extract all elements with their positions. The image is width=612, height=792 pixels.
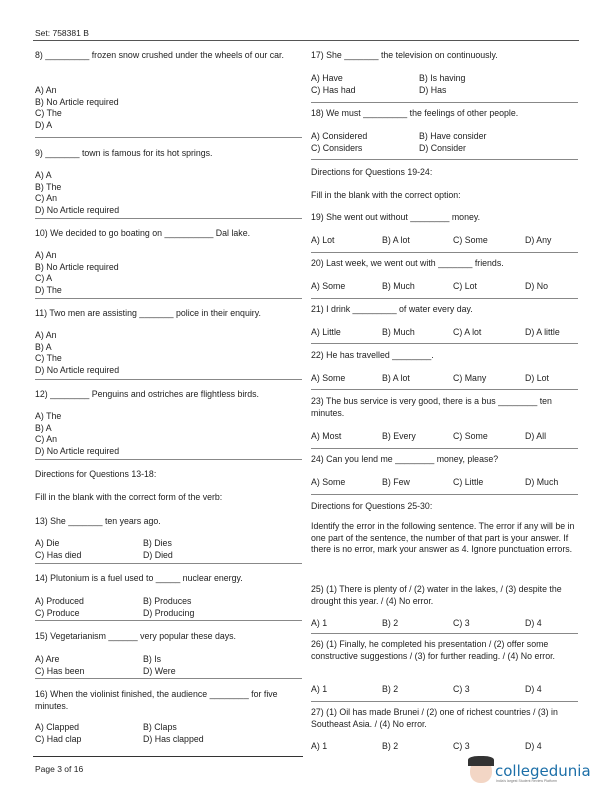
- answer-option: A) Clapped: [35, 722, 80, 732]
- answer-option: A) An: [35, 85, 57, 95]
- answer-options: [311, 431, 581, 443]
- answer-option: A) Lot: [311, 235, 335, 245]
- question-divider: [311, 701, 578, 702]
- answer-option: C) Has had: [311, 84, 356, 95]
- question-divider: [35, 459, 302, 460]
- answer-option: D) Has clapped: [143, 733, 204, 744]
- answer-option: B) No Article required: [35, 261, 119, 272]
- question-text: 13) She _______ ten years ago.: [35, 516, 161, 526]
- answer-option: D) 4: [525, 684, 542, 694]
- answer-option: D) All: [525, 431, 547, 441]
- answer-option: C) Lot: [453, 281, 477, 291]
- answer-option: D) No Article required: [35, 364, 120, 375]
- answer-options: [35, 538, 305, 561]
- answer-option: C) Has died: [35, 549, 82, 560]
- answer-options: [311, 373, 581, 385]
- answer-option: D) 4: [525, 618, 542, 628]
- answer-option: C) The: [35, 353, 62, 363]
- answer-options: [35, 170, 305, 216]
- answer-option: D) No Article required: [35, 445, 120, 456]
- question-text: 17) She _______ the television on continuously.: [311, 50, 498, 60]
- answer-option: A) Most: [311, 431, 342, 441]
- logo-text: collegedunia: [495, 762, 591, 780]
- answer-options: [35, 654, 305, 677]
- answer-option: D) No Article required: [35, 204, 120, 215]
- directions-text: Directions for Questions 25-30:: [311, 501, 433, 511]
- answer-option: A) 1: [311, 618, 328, 628]
- answer-options: [35, 85, 305, 131]
- answer-options: [35, 411, 305, 457]
- question-text: 27) (1) Oil has made Brunei / (2) one of richest countries / (3) in Southeast Asia. / (4) No error.: [311, 707, 558, 729]
- question-divider: [35, 218, 302, 219]
- answer-option: B) No Article required: [35, 96, 119, 107]
- collegedunia-logo: [470, 759, 591, 783]
- answer-option: C) An: [35, 434, 58, 444]
- answer-option: B) Have consider: [419, 131, 487, 141]
- answer-option: B) Is: [143, 654, 162, 664]
- answer-options: [311, 235, 581, 247]
- answer-option: C) 3: [453, 618, 470, 628]
- directions-text: Directions for Questions 19-24:: [311, 167, 433, 177]
- answer-option: B) 2: [382, 684, 399, 694]
- answer-option: A) The: [35, 411, 62, 421]
- answer-option: B) Few: [382, 477, 410, 487]
- answer-option: B) A: [35, 422, 52, 433]
- answer-option: D) Died: [143, 549, 173, 560]
- answer-option: A) 1: [311, 684, 328, 694]
- answer-option: A) Produced: [35, 596, 84, 606]
- answer-option: B) Dies: [143, 538, 172, 548]
- answer-option: B) Claps: [143, 722, 177, 732]
- question-text: 19) She went out without ________ money.: [311, 212, 481, 222]
- page-number: Page 3 of 16: [35, 764, 84, 774]
- question-text: 25) (1) There is plenty of / (2) water in the lakes, / (3) despite the drought this year. / (4) No error.: [311, 584, 562, 606]
- answer-options: [311, 684, 581, 696]
- answer-option: D) Has: [419, 84, 447, 95]
- question-divider: [35, 563, 302, 564]
- set-number: Set: 758381 B: [35, 28, 89, 38]
- answer-option: C) 3: [453, 684, 470, 694]
- question-text: 21) I drink _________ of water every day.: [311, 304, 473, 314]
- directions-text: Directions for Questions 13-18:: [35, 469, 157, 479]
- answer-option: C) The: [35, 108, 62, 118]
- question-divider: [311, 494, 578, 495]
- question-divider: [35, 678, 302, 679]
- directions-text: Fill in the blank with the correct form of the verb:: [35, 492, 223, 502]
- answer-option: A) An: [35, 250, 57, 260]
- answer-options: [311, 131, 581, 154]
- answer-option: C) Had clap: [35, 733, 82, 744]
- question-divider: [35, 298, 302, 299]
- answer-option: B) Is having: [419, 73, 466, 83]
- directions-text: Identify the error in the following sentence. The error if any will be in one part of the sentence, the number of that part is your answer. If there is no error, mark your answer as 4. Ignore punctuation errors.: [311, 521, 575, 554]
- answer-option: A) Little: [311, 327, 341, 337]
- question-text: 18) We must _________ the feelings of other people.: [311, 108, 519, 118]
- answer-option: D) Any: [525, 235, 552, 245]
- answer-options: [311, 73, 581, 96]
- question-divider: [311, 389, 578, 390]
- question-text: 8) _________ frozen snow crushed under the wheels of our car.: [35, 50, 284, 60]
- question-text: 24) Can you lend me ________ money, please?: [311, 454, 499, 464]
- answer-option: D) A: [35, 119, 53, 130]
- answer-options: [311, 618, 581, 630]
- answer-option: B) The: [35, 181, 62, 192]
- answer-option: A) Die: [35, 538, 60, 548]
- answer-option: D) Were: [143, 665, 176, 676]
- answer-option: B) Produces: [143, 596, 192, 606]
- answer-options: [35, 330, 305, 376]
- answer-option: C) Produce: [35, 607, 80, 618]
- answer-options: [35, 596, 305, 619]
- answer-option: A) Some: [311, 281, 346, 291]
- answer-option: A) Considered: [311, 131, 368, 141]
- answer-option: C) An: [35, 193, 58, 203]
- answer-option: D) Much: [525, 477, 559, 487]
- question-text: 9) _______ town is famous for its hot springs.: [35, 148, 213, 158]
- answer-options: [35, 722, 305, 745]
- answer-option: D) The: [35, 284, 62, 295]
- answer-options: [311, 477, 581, 489]
- question-text: 16) When the violinist finished, the audience ________ for five minutes.: [35, 689, 278, 711]
- answer-option: C) Some: [453, 235, 488, 245]
- question-divider: [311, 448, 578, 449]
- question-text: 20) Last week, we went out with _______ friends.: [311, 258, 504, 268]
- question-text: 23) The bus service is very good, there is a bus ________ ten minutes.: [311, 396, 552, 418]
- question-text: 26) (1) Finally, he completed his presentation / (2) offer some constructive suggestions / (3) for further reading. / (4) No error.: [311, 639, 555, 661]
- answer-option: C) Little: [453, 477, 484, 487]
- answer-option: C) A lot: [453, 327, 482, 337]
- footer-divider: [33, 756, 303, 757]
- answer-option: B) A lot: [382, 373, 410, 383]
- answer-option: A) An: [35, 330, 57, 340]
- answer-option: A) Have: [311, 73, 343, 83]
- question-text: 10) We decided to go boating on __________ Dal lake.: [35, 228, 251, 238]
- question-divider: [311, 102, 578, 103]
- answer-option: B) Every: [382, 431, 416, 441]
- answer-option: D) Producing: [143, 607, 195, 618]
- question-text: 22) He has travelled ________.: [311, 350, 434, 360]
- question-divider: [311, 633, 578, 634]
- answer-options: [35, 250, 305, 296]
- question-text: 11) Two men are assisting _______ police in their enquiry.: [35, 308, 261, 318]
- answer-options: [311, 281, 581, 293]
- answer-option: C) Many: [453, 373, 487, 383]
- question-text: 14) Plutonium is a fuel used to _____ nuclear energy.: [35, 573, 243, 583]
- answer-options: [311, 327, 581, 339]
- answer-option: A) A: [35, 170, 52, 180]
- answer-option: D) 4: [525, 741, 542, 751]
- answer-option: C) 3: [453, 741, 470, 751]
- answer-option: B) 2: [382, 741, 399, 751]
- question-divider: [35, 620, 302, 621]
- question-divider: [311, 343, 578, 344]
- answer-option: A) 1: [311, 741, 328, 751]
- answer-option: C) A: [35, 273, 53, 283]
- answer-option: B) 2: [382, 618, 399, 628]
- question-text: 12) ________ Penguins and ostriches are flightless birds.: [35, 389, 259, 399]
- answer-option: B) A: [35, 341, 52, 352]
- answer-option: A) Some: [311, 477, 346, 487]
- logo-tagline: India's largest Student Review Platform: [496, 779, 557, 783]
- answer-option: D) A little: [525, 327, 560, 337]
- question-divider: [311, 252, 578, 253]
- mascot-icon: [470, 759, 492, 783]
- answer-option: B) A lot: [382, 235, 410, 245]
- answer-option: B) Much: [382, 281, 415, 291]
- answer-option: C) Considers: [311, 142, 363, 153]
- answer-option: D) Consider: [419, 142, 466, 153]
- question-divider: [35, 137, 302, 138]
- directions-text: Fill in the blank with the correct option:: [311, 190, 461, 200]
- question-divider: [311, 159, 578, 160]
- question-text: 15) Vegetarianism ______ very popular these days.: [35, 631, 236, 641]
- question-divider: [311, 298, 578, 299]
- header-divider: [33, 40, 579, 41]
- answer-option: C) Has been: [35, 665, 85, 676]
- answer-option: A) Are: [35, 654, 60, 664]
- answer-option: D) Lot: [525, 373, 549, 383]
- question-divider: [35, 379, 302, 380]
- answer-option: A) Some: [311, 373, 346, 383]
- answer-option: C) Some: [453, 431, 488, 441]
- answer-option: D) No: [525, 281, 548, 291]
- answer-option: B) Much: [382, 327, 415, 337]
- answer-options: [311, 741, 581, 753]
